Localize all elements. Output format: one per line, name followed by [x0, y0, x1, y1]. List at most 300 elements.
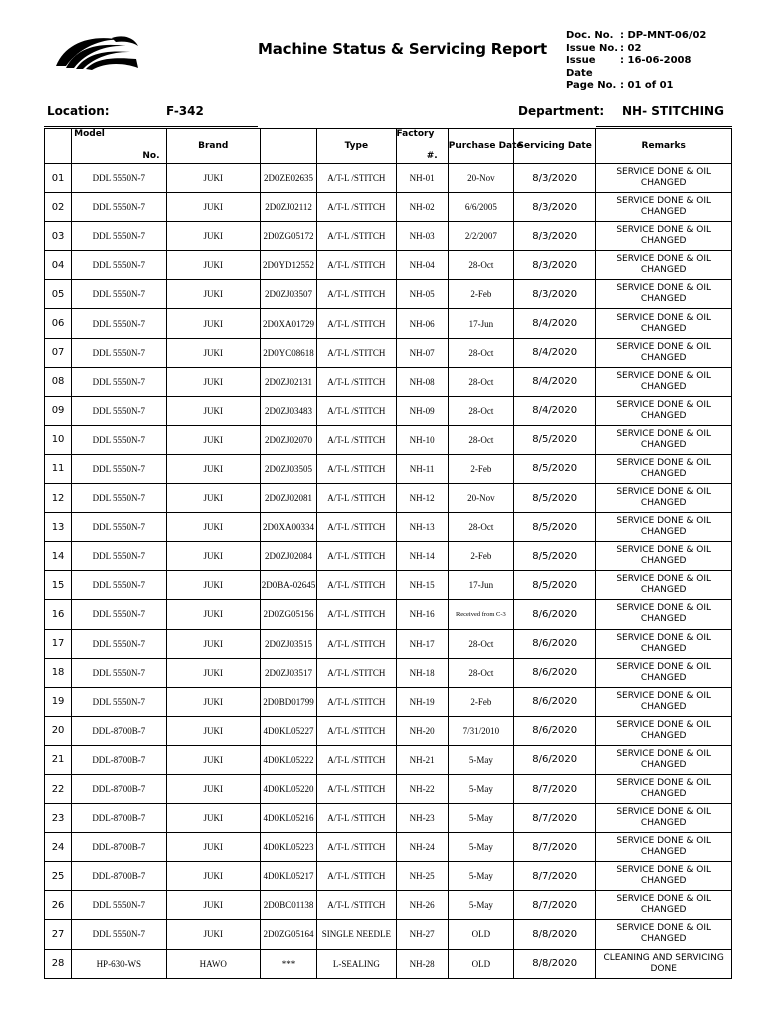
cell-brand: JUKI [166, 716, 260, 745]
cell-serial-no: 2D0YD12552 [260, 251, 316, 280]
doc-info-row [566, 55, 706, 80]
cell-brand: JUKI [166, 513, 260, 542]
cell-purchase-date: 2-Feb [448, 454, 513, 483]
cell-model: DDL-8700B-7 [72, 833, 166, 862]
table-row [45, 513, 732, 542]
cell-type: A/T-L /STITCH [317, 164, 396, 193]
cell-remarks: SERVICE DONE & OIL CHANGED [596, 687, 732, 716]
table-row [45, 454, 732, 483]
cell-purchase-date: 28-Oct [448, 629, 513, 658]
cell-purchase-date: 28-Oct [448, 658, 513, 687]
table-row [45, 309, 732, 338]
doc-info-label: Doc. No. [566, 30, 614, 41]
cell-type: A/T-L /STITCH [317, 833, 396, 862]
cell-servicing-date: 8/7/2020 [514, 833, 596, 862]
cell-type: A/T-L /STITCH [317, 309, 396, 338]
cell-type: A/T-L /STITCH [317, 804, 396, 833]
cell-factory-no: NH-15 [396, 571, 448, 600]
cell-brand: JUKI [166, 280, 260, 309]
header-model-label: Model [74, 129, 105, 139]
cell-factory-no: NH-17 [396, 629, 448, 658]
cell-type: A/T-L /STITCH [317, 484, 396, 513]
table-row [45, 804, 732, 833]
cell-sn: 12 [45, 484, 72, 513]
cell-sn: 07 [45, 338, 72, 367]
cell-type: A/T-L /STITCH [317, 600, 396, 629]
cell-serial-no: 4D0KL05220 [260, 774, 316, 803]
cell-serial-no: 2D0BD01799 [260, 687, 316, 716]
cell-purchase-date: 28-Oct [448, 338, 513, 367]
cell-brand: JUKI [166, 687, 260, 716]
cell-factory-no: NH-11 [396, 454, 448, 483]
cell-model: DDL-8700B-7 [72, 862, 166, 891]
cell-type: A/T-L /STITCH [317, 891, 396, 920]
cell-remarks: SERVICE DONE & OIL CHANGED [596, 164, 732, 193]
cell-purchase-date: Received from C-3 [448, 600, 513, 629]
cell-brand: JUKI [166, 542, 260, 571]
cell-serial-no: 4D0KL05227 [260, 716, 316, 745]
cell-servicing-date: 8/5/2020 [514, 542, 596, 571]
cell-model: DDL 5550N-7 [72, 484, 166, 513]
cell-model: DDL 5550N-7 [72, 513, 166, 542]
cell-servicing-date: 8/5/2020 [514, 425, 596, 454]
cell-purchase-date: 2-Feb [448, 280, 513, 309]
cell-serial-no: 4D0KL05217 [260, 862, 316, 891]
cell-purchase-date: 28-Oct [448, 396, 513, 425]
cell-purchase-date: 28-Oct [448, 251, 513, 280]
cell-type: A/T-L /STITCH [317, 425, 396, 454]
header-brand: Brand [166, 129, 260, 164]
department-label: Department: [518, 104, 605, 118]
cell-brand: JUKI [166, 164, 260, 193]
header-model-no-label: No. [142, 151, 160, 161]
table-row [45, 193, 732, 222]
cell-purchase-date: 2/2/2007 [448, 222, 513, 251]
table-row [45, 949, 732, 978]
cell-brand: JUKI [166, 658, 260, 687]
cell-factory-no: NH-10 [396, 425, 448, 454]
cell-sn: 20 [45, 716, 72, 745]
cell-model: DDL 5550N-7 [72, 571, 166, 600]
cell-brand: JUKI [166, 338, 260, 367]
cell-remarks: SERVICE DONE & OIL CHANGED [596, 542, 732, 571]
cell-brand: JUKI [166, 251, 260, 280]
cell-factory-no: NH-26 [396, 891, 448, 920]
cell-purchase-date: 5-May [448, 833, 513, 862]
cell-servicing-date: 8/7/2020 [514, 804, 596, 833]
document-info [566, 30, 706, 93]
header-remarks: Remarks [596, 129, 732, 164]
cell-factory-no: NH-18 [396, 658, 448, 687]
doc-info-value: : 01 of 01 [620, 80, 674, 91]
cell-type: A/T-L /STITCH [317, 396, 396, 425]
cell-serial-no: 2D0BC01138 [260, 891, 316, 920]
cell-serial-no: 2D0ZJ03517 [260, 658, 316, 687]
cell-model: DDL 5550N-7 [72, 658, 166, 687]
cell-remarks: SERVICE DONE & OIL CHANGED [596, 804, 732, 833]
table-row [45, 367, 732, 396]
cell-factory-no: NH-08 [396, 367, 448, 396]
table-row [45, 484, 732, 513]
cell-brand: JUKI [166, 309, 260, 338]
cell-model: DDL 5550N-7 [72, 396, 166, 425]
header-purchase-date: Purchase Date [448, 129, 513, 164]
cell-brand: JUKI [166, 396, 260, 425]
cell-remarks: SERVICE DONE & OIL CHANGED [596, 280, 732, 309]
department-value: NH- STITCHING [622, 104, 724, 118]
table-row [45, 862, 732, 891]
cell-servicing-date: 8/3/2020 [514, 222, 596, 251]
table-row [45, 658, 732, 687]
cell-sn: 10 [45, 425, 72, 454]
header-serial [260, 129, 316, 164]
cell-purchase-date: 5-May [448, 862, 513, 891]
cell-serial-no: 2D0ZJ03505 [260, 454, 316, 483]
location-underline [44, 126, 258, 127]
cell-sn: 04 [45, 251, 72, 280]
cell-brand: JUKI [166, 193, 260, 222]
cell-type: A/T-L /STITCH [317, 251, 396, 280]
cell-servicing-date: 8/5/2020 [514, 513, 596, 542]
cell-type: A/T-L /STITCH [317, 222, 396, 251]
cell-servicing-date: 8/3/2020 [514, 280, 596, 309]
cell-brand: JUKI [166, 774, 260, 803]
cell-brand: JUKI [166, 600, 260, 629]
cell-servicing-date: 8/4/2020 [514, 338, 596, 367]
cell-sn: 25 [45, 862, 72, 891]
cell-remarks: SERVICE DONE & OIL CHANGED [596, 425, 732, 454]
cell-type: A/T-L /STITCH [317, 716, 396, 745]
cell-servicing-date: 8/6/2020 [514, 629, 596, 658]
table-row [45, 629, 732, 658]
header-factory-no-label: #. [426, 151, 438, 161]
cell-model: DDL 5550N-7 [72, 280, 166, 309]
table-row [45, 164, 732, 193]
doc-info-label: Issue No. [566, 42, 619, 54]
cell-model: DDL 5550N-7 [72, 338, 166, 367]
cell-remarks: SERVICE DONE & OIL CHANGED [596, 920, 732, 949]
company-logo-icon [52, 32, 140, 72]
cell-remarks: SERVICE DONE & OIL CHANGED [596, 891, 732, 920]
table-row [45, 920, 732, 949]
cell-model: DDL-8700B-7 [72, 774, 166, 803]
table-row [45, 222, 732, 251]
cell-serial-no: 2D0ZJ03515 [260, 629, 316, 658]
cell-type: A/T-L /STITCH [317, 338, 396, 367]
table-row [45, 687, 732, 716]
cell-serial-no: 2D0ZJ02084 [260, 542, 316, 571]
cell-model: DDL 5550N-7 [72, 891, 166, 920]
cell-type: A/T-L /STITCH [317, 745, 396, 774]
cell-servicing-date: 8/5/2020 [514, 571, 596, 600]
cell-servicing-date: 8/6/2020 [514, 658, 596, 687]
cell-brand: JUKI [166, 891, 260, 920]
cell-factory-no: NH-21 [396, 745, 448, 774]
cell-brand: JUKI [166, 484, 260, 513]
cell-serial-no: 2D0XA00334 [260, 513, 316, 542]
cell-serial-no: 4D0KL05222 [260, 745, 316, 774]
cell-factory-no: NH-02 [396, 193, 448, 222]
cell-type: A/T-L /STITCH [317, 542, 396, 571]
cell-brand: HAWO [166, 949, 260, 978]
cell-purchase-date: 28-Oct [448, 513, 513, 542]
cell-factory-no: NH-14 [396, 542, 448, 571]
cell-remarks: SERVICE DONE & OIL CHANGED [596, 251, 732, 280]
table-row [45, 571, 732, 600]
doc-info-value: : 16-06-2008 [620, 55, 692, 66]
cell-brand: JUKI [166, 454, 260, 483]
cell-factory-no: NH-07 [396, 338, 448, 367]
cell-brand: JUKI [166, 367, 260, 396]
department-underline [596, 126, 732, 127]
cell-remarks: SERVICE DONE & OIL CHANGED [596, 193, 732, 222]
cell-serial-no: *** [260, 949, 316, 978]
cell-factory-no: NH-24 [396, 833, 448, 862]
cell-purchase-date: 2-Feb [448, 687, 513, 716]
cell-servicing-date: 8/6/2020 [514, 745, 596, 774]
cell-serial-no: 2D0ZJ02070 [260, 425, 316, 454]
cell-sn: 17 [45, 629, 72, 658]
cell-model: DDL 5550N-7 [72, 629, 166, 658]
cell-purchase-date: 17-Jun [448, 571, 513, 600]
cell-model: DDL 5550N-7 [72, 193, 166, 222]
location-value: F-342 [166, 104, 204, 118]
cell-model: DDL 5550N-7 [72, 425, 166, 454]
cell-serial-no: 2D0ZE02635 [260, 164, 316, 193]
table-row [45, 833, 732, 862]
cell-remarks: SERVICE DONE & OIL CHANGED [596, 571, 732, 600]
cell-type: A/T-L /STITCH [317, 454, 396, 483]
cell-model: DDL 5550N-7 [72, 367, 166, 396]
doc-info-value: : DP-MNT-06/02 [620, 30, 707, 41]
cell-brand: JUKI [166, 920, 260, 949]
cell-remarks: SERVICE DONE & OIL CHANGED [596, 396, 732, 425]
cell-remarks: SERVICE DONE & OIL CHANGED [596, 484, 732, 513]
cell-servicing-date: 8/3/2020 [514, 193, 596, 222]
header-factory [396, 129, 448, 164]
cell-sn: 11 [45, 454, 72, 483]
cell-type: A/T-L /STITCH [317, 658, 396, 687]
table-row [45, 891, 732, 920]
cell-serial-no: 2D0ZJ03507 [260, 280, 316, 309]
cell-sn: 28 [45, 949, 72, 978]
cell-type: A/T-L /STITCH [317, 862, 396, 891]
cell-remarks: SERVICE DONE & OIL CHANGED [596, 745, 732, 774]
cell-remarks: SERVICE DONE & OIL CHANGED [596, 338, 732, 367]
doc-info-label: Issue Date [566, 55, 596, 79]
cell-type: A/T-L /STITCH [317, 280, 396, 309]
cell-serial-no: 4D0KL05223 [260, 833, 316, 862]
cell-serial-no: 2D0ZG05156 [260, 600, 316, 629]
cell-remarks: SERVICE DONE & OIL CHANGED [596, 658, 732, 687]
table-row [45, 396, 732, 425]
cell-servicing-date: 8/3/2020 [514, 164, 596, 193]
cell-model: DDL-8700B-7 [72, 804, 166, 833]
cell-type: A/T-L /STITCH [317, 367, 396, 396]
cell-type: L-SEALING [317, 949, 396, 978]
cell-remarks: SERVICE DONE & OIL CHANGED [596, 774, 732, 803]
cell-servicing-date: 8/3/2020 [514, 251, 596, 280]
cell-factory-no: NH-16 [396, 600, 448, 629]
cell-sn: 08 [45, 367, 72, 396]
cell-purchase-date: 28-Oct [448, 425, 513, 454]
cell-sn: 27 [45, 920, 72, 949]
cell-brand: JUKI [166, 745, 260, 774]
cell-serial-no: 2D0ZG05172 [260, 222, 316, 251]
cell-model: DDL 5550N-7 [72, 600, 166, 629]
cell-sn: 13 [45, 513, 72, 542]
cell-factory-no: NH-25 [396, 862, 448, 891]
cell-brand: JUKI [166, 833, 260, 862]
cell-factory-no: NH-28 [396, 949, 448, 978]
cell-servicing-date: 8/7/2020 [514, 891, 596, 920]
cell-factory-no: NH-23 [396, 804, 448, 833]
cell-type: A/T-L /STITCH [317, 687, 396, 716]
table-row [45, 425, 732, 454]
table-row [45, 280, 732, 309]
cell-purchase-date: OLD [448, 949, 513, 978]
cell-sn: 26 [45, 891, 72, 920]
table-row [45, 338, 732, 367]
cell-model: DDL 5550N-7 [72, 687, 166, 716]
cell-servicing-date: 8/4/2020 [514, 367, 596, 396]
cell-model: DDL 5550N-7 [72, 251, 166, 280]
cell-serial-no: 2D0BA-02645 [260, 571, 316, 600]
cell-servicing-date: 8/6/2020 [514, 687, 596, 716]
header-model [72, 129, 166, 164]
header-servicing-date: Servicing Date [514, 129, 596, 164]
cell-purchase-date: 28-Oct [448, 367, 513, 396]
cell-factory-no: NH-01 [396, 164, 448, 193]
cell-brand: JUKI [166, 425, 260, 454]
cell-factory-no: NH-03 [396, 222, 448, 251]
cell-serial-no: 2D0ZG05164 [260, 920, 316, 949]
cell-model: DDL 5550N-7 [72, 920, 166, 949]
cell-servicing-date: 8/4/2020 [514, 396, 596, 425]
cell-serial-no: 2D0XA01729 [260, 309, 316, 338]
cell-serial-no: 2D0ZJ02081 [260, 484, 316, 513]
doc-info-value: : 02 [620, 42, 642, 54]
cell-sn: 22 [45, 774, 72, 803]
table-row [45, 745, 732, 774]
doc-info-label: Page No. [566, 80, 617, 91]
cell-servicing-date: 8/6/2020 [514, 716, 596, 745]
cell-remarks: SERVICE DONE & OIL CHANGED [596, 833, 732, 862]
cell-remarks: SERVICE DONE & OIL CHANGED [596, 222, 732, 251]
cell-type: A/T-L /STITCH [317, 193, 396, 222]
header-sn [45, 129, 72, 164]
report-title: Machine Status & Servicing Report [258, 40, 547, 58]
cell-type: SINGLE NEEDLE [317, 920, 396, 949]
cell-brand: JUKI [166, 862, 260, 891]
cell-factory-no: NH-27 [396, 920, 448, 949]
table-row [45, 600, 732, 629]
location-label: Location: [47, 104, 110, 118]
cell-brand: JUKI [166, 222, 260, 251]
cell-remarks: CLEANING AND SERVICING DONE [596, 949, 732, 978]
doc-info-row [566, 80, 706, 93]
cell-purchase-date: OLD [448, 920, 513, 949]
table-header-row [45, 129, 732, 164]
cell-purchase-date: 5-May [448, 804, 513, 833]
cell-sn: 06 [45, 309, 72, 338]
cell-sn: 01 [45, 164, 72, 193]
cell-purchase-date: 5-May [448, 891, 513, 920]
cell-serial-no: 2D0YC08618 [260, 338, 316, 367]
table-row [45, 716, 732, 745]
cell-servicing-date: 8/6/2020 [514, 600, 596, 629]
cell-remarks: SERVICE DONE & OIL CHANGED [596, 629, 732, 658]
cell-purchase-date: 17-Jun [448, 309, 513, 338]
cell-type: A/T-L /STITCH [317, 629, 396, 658]
cell-servicing-date: 8/8/2020 [514, 949, 596, 978]
cell-remarks: SERVICE DONE & OIL CHANGED [596, 716, 732, 745]
cell-serial-no: 2D0ZJ02131 [260, 367, 316, 396]
cell-sn: 19 [45, 687, 72, 716]
cell-servicing-date: 8/7/2020 [514, 862, 596, 891]
cell-purchase-date: 2-Feb [448, 542, 513, 571]
cell-type: A/T-L /STITCH [317, 513, 396, 542]
cell-servicing-date: 8/4/2020 [514, 309, 596, 338]
cell-remarks: SERVICE DONE & OIL CHANGED [596, 367, 732, 396]
cell-sn: 15 [45, 571, 72, 600]
header-factory-label: Factory [396, 129, 435, 139]
cell-purchase-date: 7/31/2010 [448, 716, 513, 745]
cell-model: DDL 5550N-7 [72, 542, 166, 571]
cell-brand: JUKI [166, 629, 260, 658]
cell-factory-no: NH-04 [396, 251, 448, 280]
doc-info-row [566, 43, 706, 56]
cell-sn: 24 [45, 833, 72, 862]
cell-factory-no: NH-05 [396, 280, 448, 309]
header-type: Type [317, 129, 396, 164]
table-row [45, 251, 732, 280]
cell-brand: JUKI [166, 571, 260, 600]
cell-servicing-date: 8/8/2020 [514, 920, 596, 949]
cell-purchase-date: 20-Nov [448, 164, 513, 193]
cell-factory-no: NH-13 [396, 513, 448, 542]
cell-purchase-date: 5-May [448, 774, 513, 803]
cell-purchase-date: 5-May [448, 745, 513, 774]
cell-sn: 16 [45, 600, 72, 629]
cell-remarks: SERVICE DONE & OIL CHANGED [596, 600, 732, 629]
doc-info-row [566, 30, 706, 43]
cell-sn: 14 [45, 542, 72, 571]
table-row [45, 542, 732, 571]
cell-model: DDL 5550N-7 [72, 164, 166, 193]
cell-sn: 05 [45, 280, 72, 309]
machine-status-table [44, 128, 732, 979]
cell-factory-no: NH-12 [396, 484, 448, 513]
cell-sn: 03 [45, 222, 72, 251]
cell-type: A/T-L /STITCH [317, 571, 396, 600]
cell-factory-no: NH-06 [396, 309, 448, 338]
cell-sn: 09 [45, 396, 72, 425]
cell-factory-no: NH-19 [396, 687, 448, 716]
cell-factory-no: NH-22 [396, 774, 448, 803]
cell-purchase-date: 6/6/2005 [448, 193, 513, 222]
cell-servicing-date: 8/5/2020 [514, 484, 596, 513]
cell-remarks: SERVICE DONE & OIL CHANGED [596, 454, 732, 483]
cell-servicing-date: 8/7/2020 [514, 774, 596, 803]
cell-serial-no: 2D0ZJ02112 [260, 193, 316, 222]
cell-factory-no: NH-20 [396, 716, 448, 745]
cell-model: HP-630-WS [72, 949, 166, 978]
cell-sn: 21 [45, 745, 72, 774]
cell-model: DDL-8700B-7 [72, 745, 166, 774]
cell-model: DDL-8700B-7 [72, 716, 166, 745]
cell-sn: 02 [45, 193, 72, 222]
